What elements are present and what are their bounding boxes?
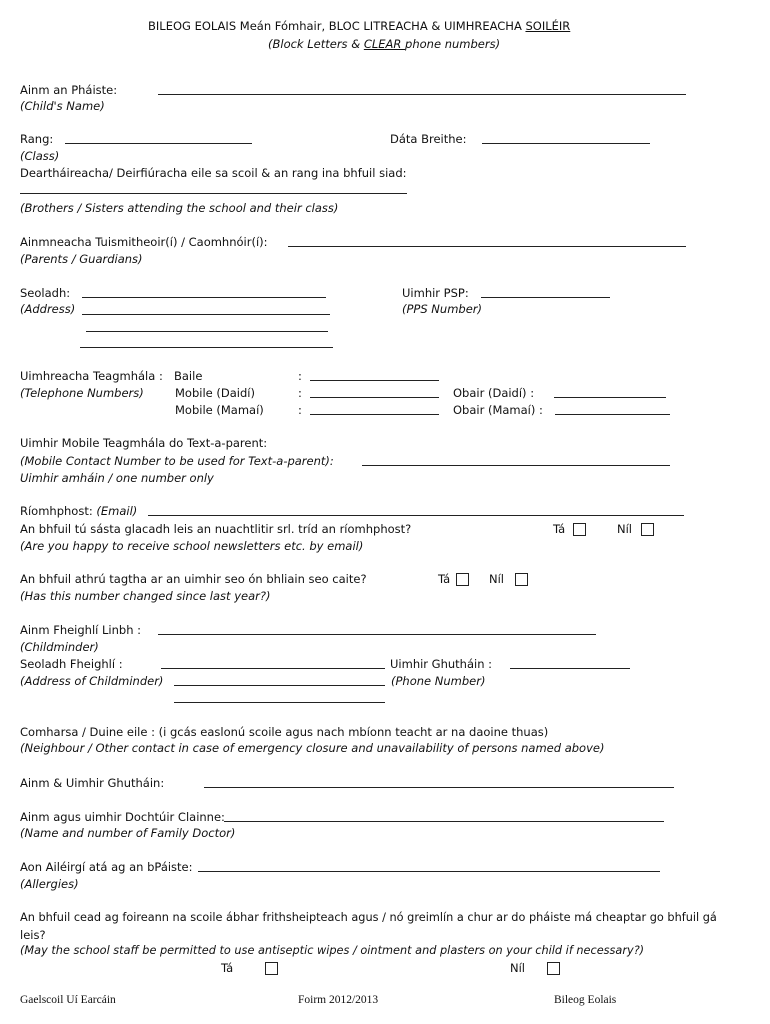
child-name-label: Ainm an Pháiste:: [20, 83, 118, 97]
childminder-address-label-en: (Address of Childminder): [20, 674, 164, 688]
dob-field[interactable]: [482, 143, 650, 144]
childminder-name-label-en: (Childminder): [20, 640, 99, 654]
name-phone-label: Ainm & Uimhir Ghutháin:: [20, 776, 165, 790]
address-field-4[interactable]: [80, 347, 333, 348]
newsletter-no-label: Níl: [617, 522, 632, 536]
mobile-mum-field[interactable]: [310, 414, 439, 415]
address-field-1[interactable]: [82, 297, 326, 298]
changed-yes-label: Tá: [438, 572, 451, 586]
form-subtitle: (Block Letters & CLEAR phone numbers): [268, 37, 501, 51]
address-label-en: (Address): [20, 302, 76, 316]
allergies-label: Aon Ailéirgí atá ag an bPáiste:: [20, 860, 193, 874]
mobile-dad-colon: :: [298, 386, 302, 400]
class-label: Rang:: [20, 132, 54, 146]
mobile-dad-field[interactable]: [310, 397, 439, 398]
work-mum-label: Obair (Mamaí) :: [453, 403, 543, 417]
antiseptic-question-en: (May the school staff be permitted to use antiseptic wipes / ointment and plasters on your child if necessary?): [20, 944, 645, 957]
phones-label: Uimhreacha Teagmhála :: [20, 369, 163, 383]
child-name-label-en: (Child's Name): [20, 99, 105, 113]
form-title: BILEOG EOLAIS Meán Fómhair, BLOC LITREACHA & UIMHREACHA SOILÉIR: [148, 19, 571, 33]
home-phone-field[interactable]: [310, 380, 439, 381]
changed-no-checkbox[interactable]: [515, 573, 528, 586]
parents-label-en: (Parents / Guardians): [20, 252, 143, 266]
pps-label: Uimhir PSP:: [402, 286, 469, 300]
childminder-phone-label-en: (Phone Number): [391, 674, 486, 688]
pps-field[interactable]: [481, 297, 610, 298]
footer-title: Bileog Eolais: [554, 994, 617, 1006]
childminder-address-label: Seoladh Fheighlí :: [20, 657, 123, 671]
work-mum-field[interactable]: [555, 414, 670, 415]
parents-field[interactable]: [288, 246, 686, 247]
newsletter-question-en: (Are you happy to receive school newsletters etc. by email): [20, 539, 364, 553]
email-label: Ríomhphost: (Email): [20, 504, 138, 518]
footer-form: Foirm 2012/2013: [298, 994, 379, 1006]
class-field[interactable]: [65, 143, 252, 144]
footer-school: Gaelscoil Uí Earcáin: [20, 994, 116, 1006]
childminder-address-field-1[interactable]: [161, 668, 385, 669]
antiseptic-question: An bhfuil cead ag foireann na scoile ábhar frithsheipteach agus / nó greimlín a chur ar do pháiste má cheaptar go bhfuil gá: [20, 911, 717, 924]
text-parent-label: Uimhir Mobile Teagmhála do Text-a-parent:: [20, 436, 268, 450]
text-parent-note: Uimhir amháin / one number only: [20, 471, 214, 485]
text-parent-field[interactable]: [362, 465, 670, 466]
changed-no-label: Níl: [489, 572, 504, 586]
doctor-field[interactable]: [224, 821, 664, 822]
antiseptic-no-checkbox[interactable]: [547, 962, 560, 975]
newsletter-question: An bhfuil tú sásta glacadh leis an nuachtlitir srl. tríd an ríomhphost?: [20, 522, 412, 536]
work-dad-label: Obair (Daidí) :: [453, 386, 535, 400]
home-colon: :: [298, 369, 302, 383]
siblings-label-en: (Brothers / Sisters attending the school and their class): [20, 201, 339, 215]
childminder-name-field[interactable]: [158, 634, 596, 635]
newsletter-yes-checkbox[interactable]: [573, 523, 586, 536]
name-phone-field[interactable]: [204, 787, 674, 788]
changed-yes-checkbox[interactable]: [456, 573, 469, 586]
phones-label-en: (Telephone Numbers): [20, 386, 144, 400]
allergies-label-en: (Allergies): [20, 877, 79, 891]
doctor-label: Ainm agus uimhir Dochtúir Clainne:: [20, 810, 225, 824]
doctor-label-en: (Name and number of Family Doctor): [20, 826, 236, 840]
antiseptic-no-label: Níl: [510, 961, 525, 975]
childminder-address-field-2[interactable]: [174, 685, 385, 686]
newsletter-yes-label: Tá: [553, 522, 566, 536]
newsletter-no-checkbox[interactable]: [641, 523, 654, 536]
antiseptic-yes-checkbox[interactable]: [265, 962, 278, 975]
pps-label-en: (PPS Number): [402, 302, 482, 316]
changed-question: An bhfuil athrú tagtha ar an uimhir seo ón bhliain seo caite?: [20, 572, 367, 586]
mobile-dad-label: Mobile (Daidí): [175, 386, 255, 400]
address-field-2[interactable]: [82, 314, 330, 315]
address-field-3[interactable]: [86, 331, 328, 332]
email-field[interactable]: [148, 515, 684, 516]
child-name-field[interactable]: [158, 94, 686, 95]
text-parent-label-en: (Mobile Contact Number to be used for Text-a-parent):: [20, 454, 334, 468]
mobile-mum-colon: :: [298, 403, 302, 417]
parents-label: Ainmneacha Tuismitheoir(í) / Caomhnóir(í):: [20, 235, 268, 249]
childminder-phone-label: Uimhir Ghutháin :: [390, 657, 493, 671]
childminder-address-field-3[interactable]: [174, 702, 385, 703]
childminder-phone-field[interactable]: [510, 668, 630, 669]
dob-label: Dáta Breithe:: [390, 132, 467, 146]
changed-question-en: (Has this number changed since last year?): [20, 589, 271, 603]
allergies-field[interactable]: [198, 871, 660, 872]
neighbour-label-en: (Neighbour / Other contact in case of emergency closure and unavailability of persons named above): [20, 741, 605, 755]
class-label-en: (Class): [20, 149, 60, 163]
siblings-field[interactable]: [20, 193, 407, 194]
home-label: Baile: [174, 369, 203, 383]
childminder-name-label: Ainm Fheighlí Linbh :: [20, 623, 142, 637]
work-dad-field[interactable]: [554, 397, 666, 398]
siblings-label: Deartháireacha/ Deirfiúracha eile sa scoil & an rang ina bhfuil siad:: [20, 166, 407, 180]
address-label: Seoladh:: [20, 286, 71, 300]
antiseptic-yes-label: Tá: [221, 961, 234, 975]
neighbour-label: Comharsa / Duine eile : (i gcás easlonú scoile agus nach mbíonn teacht ar na daoine thuas): [20, 725, 549, 739]
mobile-mum-label: Mobile (Mamaí): [175, 403, 264, 417]
antiseptic-question-2: leis?: [20, 928, 46, 942]
